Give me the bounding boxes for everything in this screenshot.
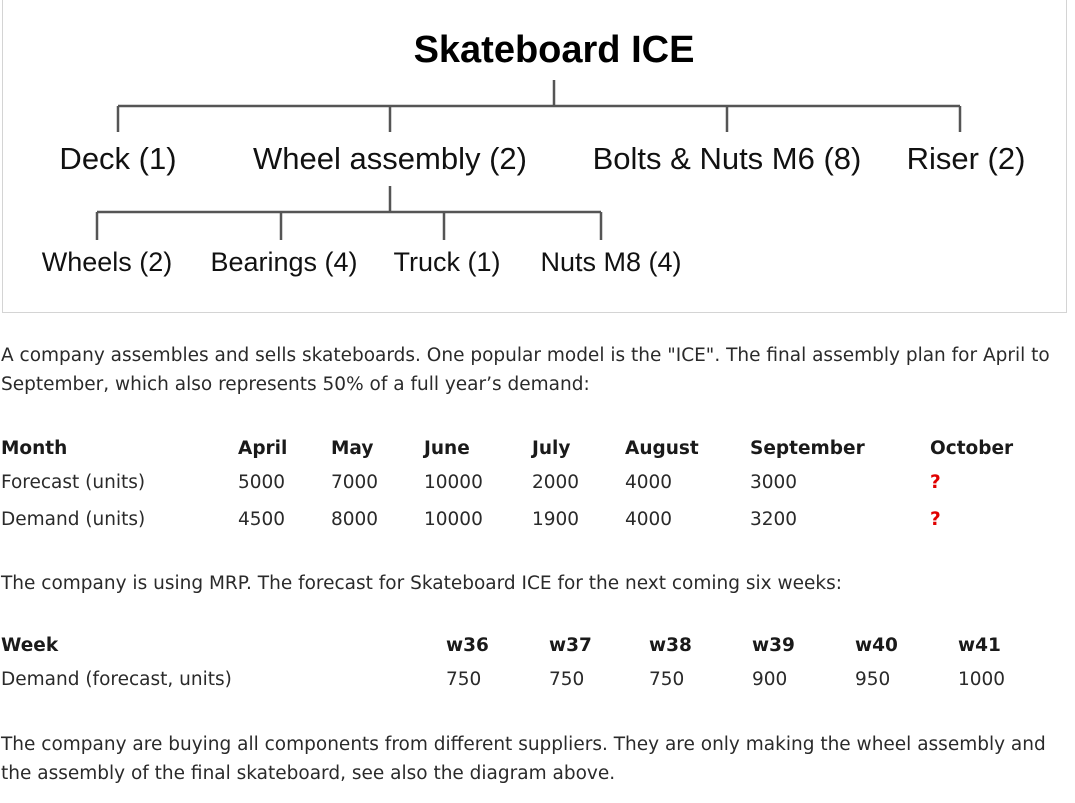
table-row — [1, 464, 1030, 501]
header-september: September — [750, 437, 865, 459]
node-bearings: Bearings (4) — [210, 247, 358, 277]
table-cell: 10000 — [424, 472, 483, 493]
table-cell: 1000 — [958, 669, 1006, 690]
header-may: May — [331, 437, 374, 459]
table-cell: 5000 — [238, 472, 286, 493]
header-october: October — [930, 437, 1014, 459]
table-cell: 4500 — [238, 509, 286, 530]
node-wheels: Wheels (2) — [41, 247, 173, 277]
table-cell: 2000 — [532, 472, 580, 493]
node-deck: Deck (1) — [59, 141, 177, 176]
table-cell: 3200 — [750, 509, 798, 530]
table-cell: 900 — [752, 669, 788, 690]
header-august: August — [625, 437, 699, 459]
table-cell: 7000 — [331, 472, 379, 493]
weekly-header-row — [1, 629, 1058, 661]
table-cell: 4000 — [625, 472, 673, 493]
table-cell: 750 — [446, 669, 482, 690]
header-w40: w40 — [855, 634, 898, 656]
table-cell: 8000 — [331, 509, 379, 530]
weekly-table — [1, 629, 1058, 698]
diagram-title: Skateboard ICE — [413, 29, 695, 71]
table-cell: 1900 — [532, 509, 580, 530]
table-row — [1, 661, 1058, 698]
node-nuts-m8: Nuts M8 (4) — [540, 247, 682, 277]
table-cell: 750 — [649, 669, 685, 690]
header-april: April — [238, 437, 288, 459]
header-july: July — [532, 437, 571, 459]
row-label: Forecast (units) — [1, 472, 146, 493]
monthly-header-row — [1, 432, 1030, 464]
table-cell: 10000 — [424, 509, 483, 530]
monthly-table — [1, 432, 1030, 538]
unknown-forecast-cell: ? — [930, 472, 941, 493]
table-row — [1, 501, 1030, 538]
header-w38: w38 — [649, 634, 692, 656]
mrp-paragraph: The company is using MRP. The forecast for Skateboard ICE for the next coming six weeks: — [1, 573, 842, 594]
unknown-demand-cell: ? — [930, 509, 941, 530]
intro-paragraph: A company assembles and sells skateboards. One popular model is the "ICE". The final assembly plan for April to September, which also represents 50% of a full year’s demand: — [1, 345, 1050, 395]
table-cell: 4000 — [625, 509, 673, 530]
row-label: Demand (forecast, units) — [1, 669, 232, 690]
node-wheel-assembly: Wheel assembly (2) — [253, 141, 527, 176]
table-cell: 950 — [855, 669, 891, 690]
row-label: Demand (units) — [1, 509, 146, 530]
header-w39: w39 — [752, 634, 795, 656]
header-w41: w41 — [958, 634, 1001, 656]
bom-diagram — [2, 0, 1067, 313]
node-riser: Riser (2) — [906, 141, 1026, 176]
header-month: Month — [1, 437, 68, 459]
closing-paragraph: The company are buying all components from different suppliers. They are only making the wheel assembly and the assembly of the final skateboard, see also the diagram above. — [1, 734, 1046, 784]
header-w37: w37 — [549, 634, 592, 656]
node-bolts-nuts-m6: Bolts & Nuts M6 (8) — [592, 141, 862, 176]
header-june: June — [424, 437, 470, 459]
header-w36: w36 — [446, 634, 489, 656]
table-cell: 750 — [549, 669, 585, 690]
header-week: Week — [1, 634, 59, 656]
node-truck: Truck (1) — [393, 247, 501, 277]
table-cell: 3000 — [750, 472, 798, 493]
